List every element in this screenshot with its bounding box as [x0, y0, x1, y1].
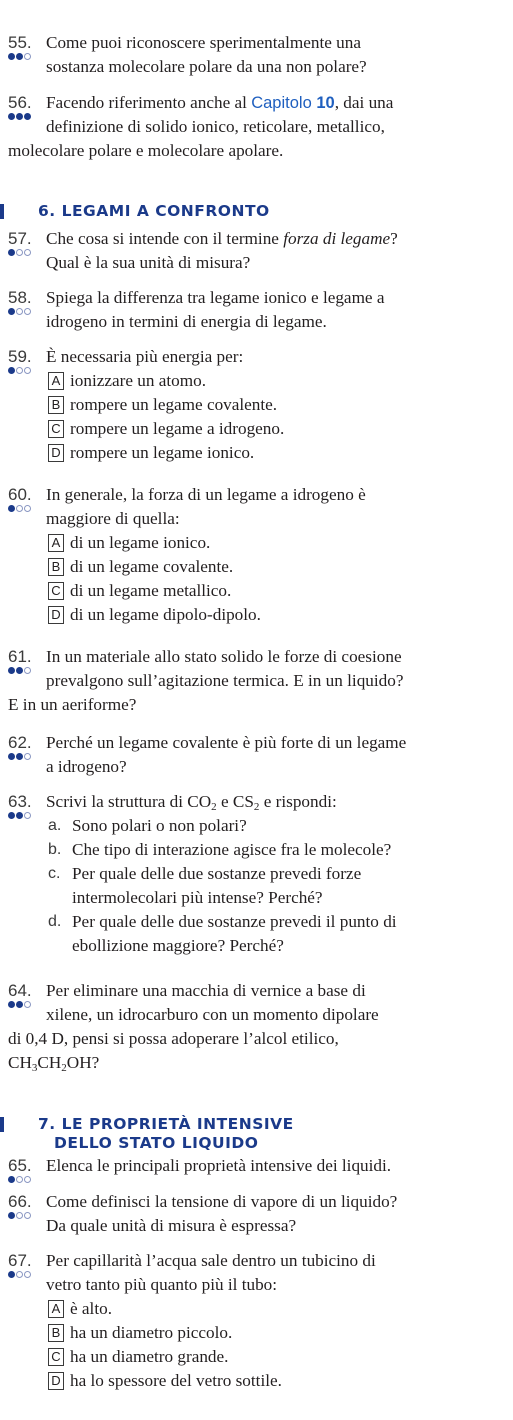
- question-60: 60. In generale, la forza di un legame a idrogeno è maggiore di quella: A di un legame ionico. B di un legame covalente. C di un legame metallico. D di un legame dipolo-dipolo.: [8, 483, 508, 627]
- question-text: xilene, un idrocarburo con un momento dipolare: [46, 1005, 379, 1024]
- question-66: 66. Come definisci la tensione di vapore di un liquido? Da quale unità di misura è espressa?: [8, 1190, 508, 1238]
- question-text: Da quale unità di misura è espressa?: [46, 1216, 297, 1235]
- question-62: 62. Perché un legame covalente è più forte di un legame a idrogeno?: [8, 731, 508, 779]
- difficulty-dots: [8, 505, 32, 513]
- question-59: 59. È necessaria più energia per: A ionizzare un atomo. B rompere un legame covalente. C rompere un legame a idrogeno. D rompere un legame ionico.: [8, 345, 508, 465]
- question-text: maggiore di quella:: [46, 509, 180, 528]
- question-text: E in un aeriforme?: [8, 695, 137, 714]
- answer-option-c[interactable]: C rompere un legame a idrogeno.: [8, 417, 508, 441]
- question-number: 62.: [8, 733, 32, 752]
- chemical-formula: $CH_3CH_2OH$?: [8, 1053, 100, 1074]
- question-67: 67. Per capillarità l’acqua sale dentro un tubicino di vetro tanto più quanto più il tubo: A è alto. B ha un diametro piccolo. C ha un diametro grande. D ha lo spessore del vetro sottile.: [8, 1249, 508, 1393]
- question-number: 67.: [8, 1251, 32, 1270]
- difficulty-dots: [8, 667, 32, 675]
- question-number: 66.: [8, 1192, 32, 1211]
- question-number: 64.: [8, 981, 32, 1000]
- difficulty-dots: [8, 53, 32, 61]
- question-text: definizione di solido ionico, reticolare, metallico,: [46, 117, 385, 136]
- question-text: prevalgono sull’agitazione termica. E in un liquido?: [46, 671, 404, 690]
- sub-question-b: b. Che tipo di interazione agisce fra le molecole?: [48, 840, 392, 859]
- question-number: 61.: [8, 647, 32, 666]
- answer-option-a[interactable]: A ionizzare un atomo.: [8, 369, 508, 393]
- answer-option-b[interactable]: B rompere un legame covalente.: [8, 393, 508, 417]
- answer-option-c[interactable]: C ha un diametro grande.: [8, 1345, 508, 1369]
- question-number: 56.: [8, 93, 32, 112]
- answer-option-b[interactable]: B ha un diametro piccolo.: [8, 1321, 508, 1345]
- italic-term: forza di legame: [283, 229, 391, 248]
- answer-option-c[interactable]: C di un legame metallico.: [8, 579, 508, 603]
- question-61: 61. In un materiale allo stato solido le forze di coesione prevalgono sull’agitazione termica. E in un liquido? E in un aeriforme?: [8, 645, 508, 717]
- difficulty-dots: [8, 113, 32, 121]
- question-text: Facendo riferimento anche al: [46, 93, 252, 112]
- question-64: 64. Per eliminare una macchia di vernice a base di xilene, un idrocarburo con un momento dipolare di 0,4 D, pensi si possa adoperare l’alcol etilico, $CH_3CH_2OH$?: [8, 979, 508, 1075]
- answer-option-d[interactable]: D di un legame dipolo-dipolo.: [8, 603, 508, 627]
- question-63: 63. Scrivi la struttura di $CO_2$ e $CS_2$ e rispondi: a. Sono polari o non polari? b. Che tipo di interazione agisce fra le molecole? c. Per quale delle due sostanze prevedi forze intermolecolari più intense? Perché? d. Per quale delle due sostanze prevedi il punto di ebollizione maggiore? Perché?: [8, 790, 508, 958]
- answer-option-a[interactable]: A è alto.: [8, 1297, 508, 1321]
- question-text: Come puoi riconoscere sperimentalmente una: [46, 33, 361, 52]
- question-number: 58.: [8, 288, 32, 307]
- question-65: 65. Elenca le principali proprietà intensive dei liquidi.: [8, 1154, 508, 1178]
- question-text: idrogeno in termini di energia di legame.: [46, 312, 327, 331]
- answer-option-a[interactable]: A di un legame ionico.: [8, 531, 508, 555]
- question-text: , dai una: [334, 93, 394, 112]
- sub-question-d: d. Per quale delle due sostanze prevedi il punto di ebollizione maggiore? Perché?: [48, 912, 397, 955]
- section-heading-7: 7. LE PROPRIETÀ INTENSIVE DELLO STATO LIQUIDO: [8, 1115, 294, 1153]
- sub-question-a: a. Sono polari o non polari?: [48, 816, 247, 835]
- question-56: [8, 91, 508, 163]
- difficulty-dots: [8, 1001, 32, 1009]
- question-57: 57. Che cosa si intende con il termine forza di legame? Qual è la sua unità di misura?: [8, 227, 508, 275]
- question-number: 57.: [8, 229, 32, 248]
- difficulty-dots: [8, 1212, 32, 1220]
- question-number: 65.: [8, 1156, 32, 1175]
- difficulty-dots: [8, 249, 32, 257]
- question-text: Qual è la sua unità di misura?: [46, 253, 251, 272]
- difficulty-dots: [8, 753, 32, 761]
- answer-option-b[interactable]: B di un legame covalente.: [8, 555, 508, 579]
- question-text: di 0,4 D, pensi si possa adoperare l’alcol etilico,: [8, 1029, 339, 1048]
- question-number: 60.: [8, 485, 32, 504]
- answer-option-d[interactable]: D rompere un legame ionico.: [8, 441, 508, 465]
- chapter-reference-link[interactable]: Capitolo 10: [251, 94, 335, 112]
- difficulty-dots: [8, 1176, 32, 1184]
- sub-question-c: c. Per quale delle due sostanze prevedi forze intermolecolari più intense? Perché?: [48, 864, 362, 907]
- question-number: 55.: [8, 33, 32, 52]
- question-number: 59.: [8, 347, 32, 366]
- question-55: [8, 31, 508, 79]
- question-text: vetro tanto più quanto più il tubo:: [46, 1275, 278, 1294]
- question-number: 63.: [8, 792, 32, 811]
- question-58: 58. Spiega la differenza tra legame ionico e legame a idrogeno in termini di energia di legame.: [8, 286, 508, 334]
- answer-option-d[interactable]: D ha lo spessore del vetro sottile.: [8, 1369, 508, 1393]
- question-text: sostanza molecolare polare da una non polare?: [46, 57, 367, 76]
- question-text: a idrogeno?: [46, 757, 127, 776]
- question-text: molecolare polare e molecolare apolare.: [8, 141, 284, 160]
- difficulty-dots: [8, 1271, 32, 1279]
- difficulty-dots: [8, 308, 32, 316]
- section-heading-6: 6. LEGAMI A CONFRONTO: [8, 202, 270, 221]
